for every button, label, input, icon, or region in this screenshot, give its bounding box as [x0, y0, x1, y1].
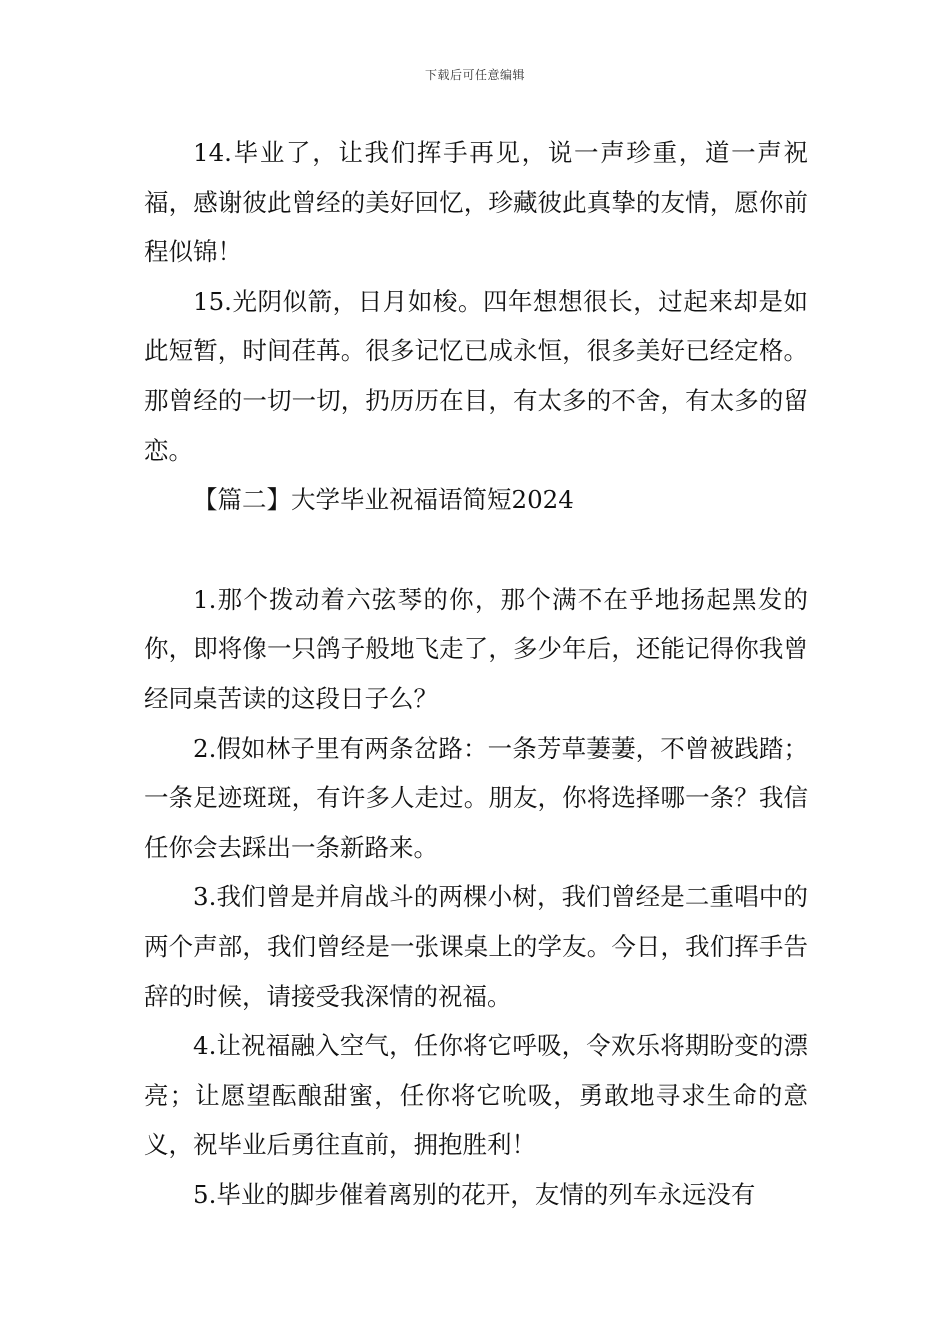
- section-heading: 【篇二】大学毕业祝福语简短2024: [193, 485, 574, 515]
- paragraph-14: 14.毕业了，让我们挥手再见，说一声珍重，道一声祝福，感谢彼此曾经的美好回忆，珍藏彼此真挚的友情，愿你前程似锦！: [144, 138, 808, 267]
- page-header-note: 下载后可任意编辑: [424, 68, 525, 82]
- paragraph-3: 3.我们曾是并肩战斗的两棵小树，我们曾经是二重唱中的两个声部，我们曾经是一张课桌上的学友。今日，我们挥手告辞的时候，请接受我深情的祝福。: [144, 882, 808, 1011]
- paragraph-15: 15.光阴似箭，日月如梭。四年想想很长，过起来却是如此短暂，时间荏苒。很多记忆已成永恒，很多美好已经定格。那曾经的一切一切，扔历历在目，有太多的不舍，有太多的留恋。: [144, 286, 808, 465]
- paragraph-2: 2.假如林子里有两条岔路：一条芳草萋萋，不曾被践踏；一条足迹斑斑，有许多人走过。朋友，你将选择哪一条？我信任你会去踩出一条新路来。: [144, 733, 808, 862]
- paragraph-4: 4.让祝福融入空气，任你将它呼吸，令欢乐将期盼变的漂亮；让愿望酝酿甜蜜，任你将它吮吸，勇敢地寻求生命的意义，祝毕业后勇往直前，拥抱胜利！: [144, 1031, 808, 1160]
- section-spacer: [144, 525, 808, 575]
- paragraph-5: 5.毕业的脚步催着离别的花开，友情的列车永远没有: [193, 1179, 756, 1209]
- document-body: [144, 128, 808, 1219]
- paragraph-1: 1.那个拨动着六弦琴的你，那个满不在乎地扬起黑发的你，即将像一只鸽子般地飞走了，多少年后，还能记得你我曾经同桌苦读的这段日子么？: [144, 584, 808, 713]
